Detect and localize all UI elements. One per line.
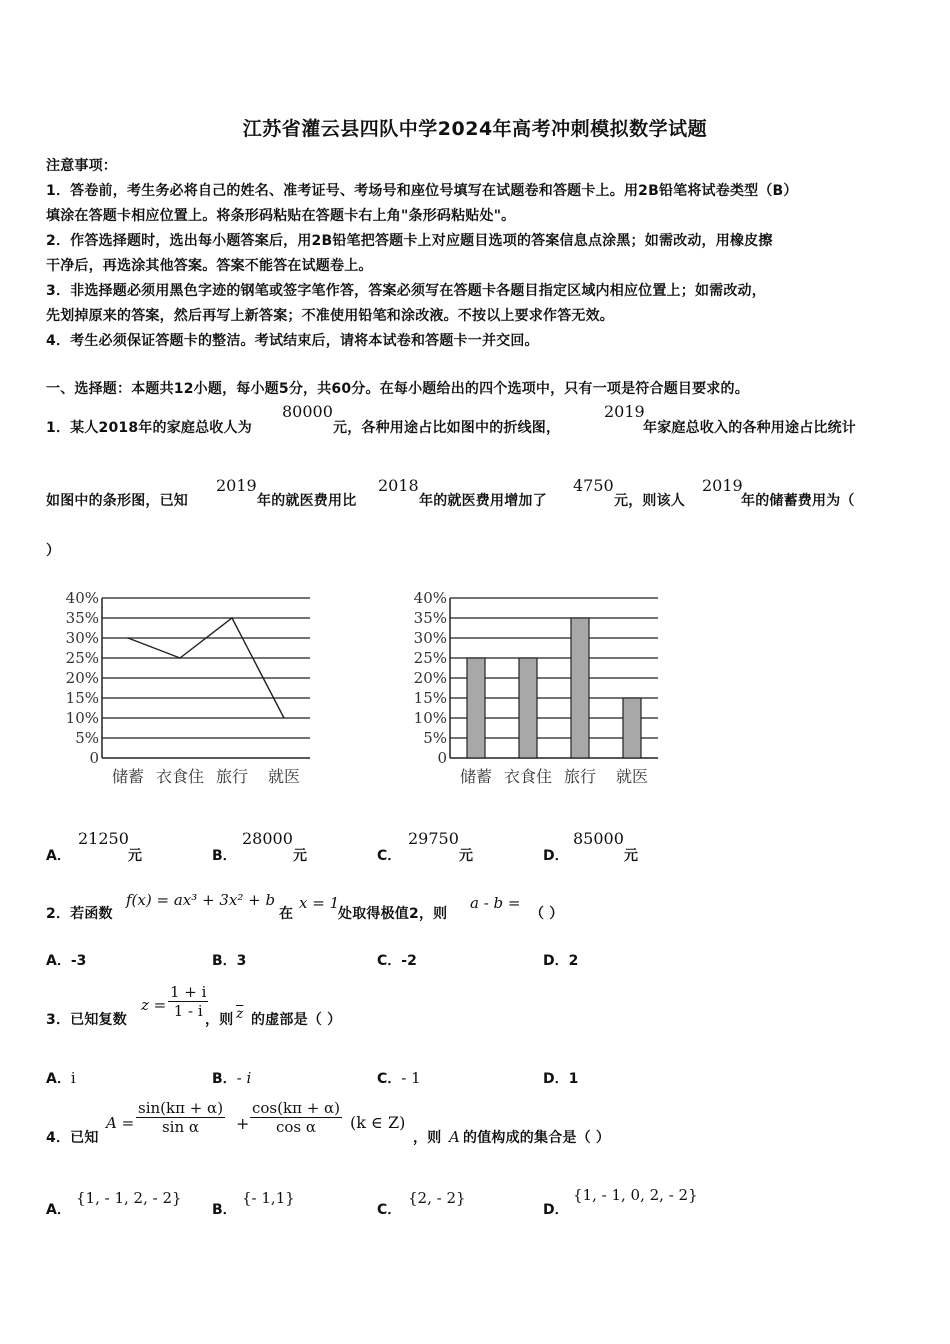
data-point	[283, 717, 285, 719]
q1-text: 年的就医费用增加了	[419, 493, 547, 509]
q1-option-d[interactable]	[543, 845, 569, 865]
option-letter: B．	[212, 1071, 237, 1087]
q2-option-d[interactable]	[543, 950, 578, 970]
q4-option-b[interactable]	[212, 1199, 237, 1219]
q4-option-c[interactable]	[377, 1199, 401, 1219]
option-letter: A．	[46, 1071, 71, 1087]
y-tick-label: 0	[437, 749, 447, 767]
x-tick-label: 旅行	[563, 767, 597, 786]
q4-plus: +	[236, 1114, 250, 1133]
y-tick-label: 30%	[413, 629, 447, 647]
q4-text: 4．已知	[46, 1130, 99, 1146]
option-letter: D．	[543, 1202, 569, 1218]
x-tick-label: 储蓄	[459, 767, 493, 786]
q1-text: 年的就医费用比	[257, 493, 357, 509]
q4-text: 的值构成的集合是（ ）	[463, 1130, 611, 1146]
notice-line: 填涂在答题卡相应位置上。将条形码粘贴在答题卡右上角"条形码粘贴处"。	[46, 208, 516, 224]
y-tick-label: 25%	[65, 649, 99, 667]
q2-text: （ ）	[530, 906, 564, 922]
bar	[519, 658, 537, 758]
q1-text: 如图中的条形图，已知	[46, 493, 188, 509]
y-tick-label: 30%	[65, 629, 99, 647]
q1-text: ）	[46, 543, 61, 559]
q1-option-c-value: 29750	[408, 829, 459, 848]
notice-heading: 注意事项：	[46, 158, 117, 174]
y-tick-label: 40%	[413, 589, 447, 607]
notice-line: 先划掉原来的答案，然后再写上新答案；不准使用铅笔和涂改液。不按以上要求作答无效。	[46, 308, 614, 324]
q1-option-b[interactable]	[212, 845, 237, 865]
q1-text: 元，则该人	[614, 493, 685, 509]
q3-option-c[interactable]	[377, 1068, 421, 1088]
option-letter: B．	[212, 848, 237, 864]
bar	[623, 698, 641, 758]
option-value: 2	[568, 953, 579, 969]
data-point	[179, 657, 181, 659]
notice-line: 干净后，再选涂其他答案。答案不能答在试题卷上。	[46, 258, 373, 274]
y-tick-label: 35%	[413, 609, 447, 627]
bar-chart	[388, 580, 688, 800]
q4-math-condition: (k ∈ Z)	[350, 1113, 406, 1132]
y-tick-label: 0	[89, 749, 99, 767]
option-letter: C．	[377, 848, 402, 864]
option-letter: C．	[377, 953, 402, 969]
q4-option-d-value: {1, - 1, 0, 2, - 2}	[573, 1186, 698, 1204]
notice-line: 4．考生必须保证答题卡的整洁。考试结束后，请将本试卷和答题卡一并交回。	[46, 333, 539, 349]
option-value: - i	[236, 1069, 252, 1087]
x-tick-label: 就医	[615, 767, 649, 786]
q1-math-year: 2019	[604, 402, 645, 421]
y-tick-label: 10%	[413, 709, 447, 727]
data-point	[231, 617, 233, 619]
data-point	[127, 637, 129, 639]
y-tick-label: 35%	[65, 609, 99, 627]
q4-denominator-sin: sin α	[161, 1118, 200, 1136]
q1-option-b-value: 28000	[242, 829, 293, 848]
q1-math-year: 2018	[378, 476, 419, 495]
bar	[467, 658, 485, 758]
q3-math-zbar: $\overline{z}$	[236, 1006, 244, 1022]
q3-math-z: z =	[141, 996, 167, 1014]
q4-option-a-value: {1, - 1, 2, - 2}	[76, 1189, 182, 1207]
series-line	[128, 618, 284, 718]
option-letter: C．	[377, 1202, 402, 1218]
q4-option-a[interactable]	[46, 1199, 71, 1219]
q4-option-b-value: {- 1,1}	[242, 1189, 295, 1207]
q1-option-a-value: 21250	[78, 829, 129, 848]
option-letter: D．	[543, 953, 569, 969]
q3-text: 的虚部是（ ）	[251, 1012, 342, 1028]
q1-math-year: 2019	[216, 476, 257, 495]
x-tick-label: 旅行	[215, 767, 249, 786]
y-tick-label: 15%	[413, 689, 447, 707]
q3-numerator: 1 + i	[170, 983, 207, 1001]
option-letter: D．	[543, 1071, 569, 1087]
option-value: 1	[568, 1071, 579, 1087]
option-value: -3	[70, 953, 87, 969]
q1-option-a-unit: 元	[128, 848, 142, 864]
q1-option-a[interactable]	[46, 845, 71, 865]
q4-text: ，则	[413, 1130, 442, 1146]
q3-fraction	[168, 983, 208, 1020]
q2-option-a[interactable]	[46, 950, 86, 970]
q1-option-d-value: 85000	[573, 829, 624, 848]
q2-math-ab: a - b =	[470, 894, 521, 912]
q1-option-d-unit: 元	[624, 848, 638, 864]
option-letter: B．	[212, 953, 237, 969]
notice-line: 3．非选择题必须用黑色字迹的钢笔或签字笔作答，答案必须写在答题卡各题目指定区域内相应位置上；如需改动，	[46, 283, 766, 299]
q4-numerator-cos: cos(kπ + α)	[252, 1099, 341, 1117]
y-tick-label: 40%	[65, 589, 99, 607]
option-letter: A．	[46, 1202, 71, 1218]
y-tick-label: 20%	[413, 669, 447, 687]
q1-text: 年家庭总收入的各种用途占比统计	[643, 420, 856, 436]
option-value: i	[70, 1069, 76, 1087]
q4-numerator-sin: sin(kπ + α)	[138, 1099, 224, 1117]
q1-math-increase: 4750	[573, 476, 614, 495]
notice-line: 2．作答选择题时，选出每小题答案后，用2B铅笔把答题卡上对应题目选项的答案信息点涂黑；如需改动，用橡皮擦	[46, 233, 773, 249]
q1-text: 1．某人2018年的家庭总收人为	[46, 420, 252, 436]
option-letter: A．	[46, 953, 71, 969]
option-value: -2	[401, 953, 417, 969]
x-tick-label: 储蓄	[111, 767, 145, 786]
q3-text: ，则	[205, 1012, 234, 1028]
q2-math-x: x = 1	[299, 894, 340, 912]
y-tick-label: 25%	[413, 649, 447, 667]
option-value: - 1	[401, 1069, 421, 1087]
option-letter: B．	[212, 1202, 237, 1218]
q2-text: 2．若函数	[46, 906, 113, 922]
q2-text: 处取得极值2，则	[338, 906, 448, 922]
line-chart	[40, 580, 340, 800]
q2-option-b[interactable]	[212, 950, 246, 970]
q4-option-c-value: {2, - 2}	[408, 1189, 466, 1207]
section-heading: 一、选择题：本题共12小题，每小题5分，共60分。在每小题给出的四个选项中，只有一项是符合题目要求的。	[46, 381, 749, 397]
q4-option-d[interactable]	[543, 1199, 569, 1219]
q4-fraction-sin	[136, 1099, 225, 1136]
q4-fraction-cos	[250, 1099, 342, 1136]
q4-math-a: A =	[106, 1114, 135, 1132]
notice-line: 1．答卷前，考生务必将自己的姓名、准考证号、考场号和座位号填写在试题卷和答题卡上。用2B铅笔将试卷类型（B）	[46, 183, 798, 199]
q1-math-year: 2019	[702, 476, 743, 495]
x-tick-label: 就医	[267, 767, 301, 786]
q2-math-function: f(x) = ax³ + 3x² + b	[126, 891, 276, 909]
y-tick-label: 15%	[65, 689, 99, 707]
option-value: 3	[236, 953, 247, 969]
q1-text: 年的储蓄费用为（	[741, 493, 855, 509]
option-letter: C．	[377, 1071, 402, 1087]
page-title: 江苏省灌云县四队中学2024年高考冲刺模拟数学试题	[242, 118, 708, 140]
q1-option-c[interactable]	[377, 845, 401, 865]
x-tick-label: 衣食住	[155, 767, 205, 786]
q2-text: 在	[279, 906, 294, 922]
q3-option-d[interactable]	[543, 1068, 578, 1088]
q1-option-b-unit: 元	[293, 848, 307, 864]
q3-denominator: 1 - i	[173, 1002, 203, 1020]
q4-math-a: A	[449, 1128, 460, 1146]
bar	[571, 618, 589, 758]
y-tick-label: 20%	[65, 669, 99, 687]
q3-text: 3．已知复数	[46, 1012, 127, 1028]
q3-option-b[interactable]	[212, 1068, 251, 1088]
y-tick-label: 10%	[65, 709, 99, 727]
q3-option-a[interactable]	[46, 1068, 76, 1088]
q1-option-c-unit: 元	[459, 848, 473, 864]
y-tick-label: 5%	[423, 729, 447, 747]
option-letter: A．	[46, 848, 71, 864]
x-tick-label: 衣食住	[503, 767, 553, 786]
q2-option-c[interactable]	[377, 950, 417, 970]
q1-math-income: 80000	[282, 402, 333, 421]
y-tick-label: 5%	[75, 729, 99, 747]
option-letter: D．	[543, 848, 569, 864]
q1-text: 元，各种用途占比如图中的折线图，	[333, 420, 561, 436]
q4-denominator-cos: cos α	[275, 1118, 317, 1136]
